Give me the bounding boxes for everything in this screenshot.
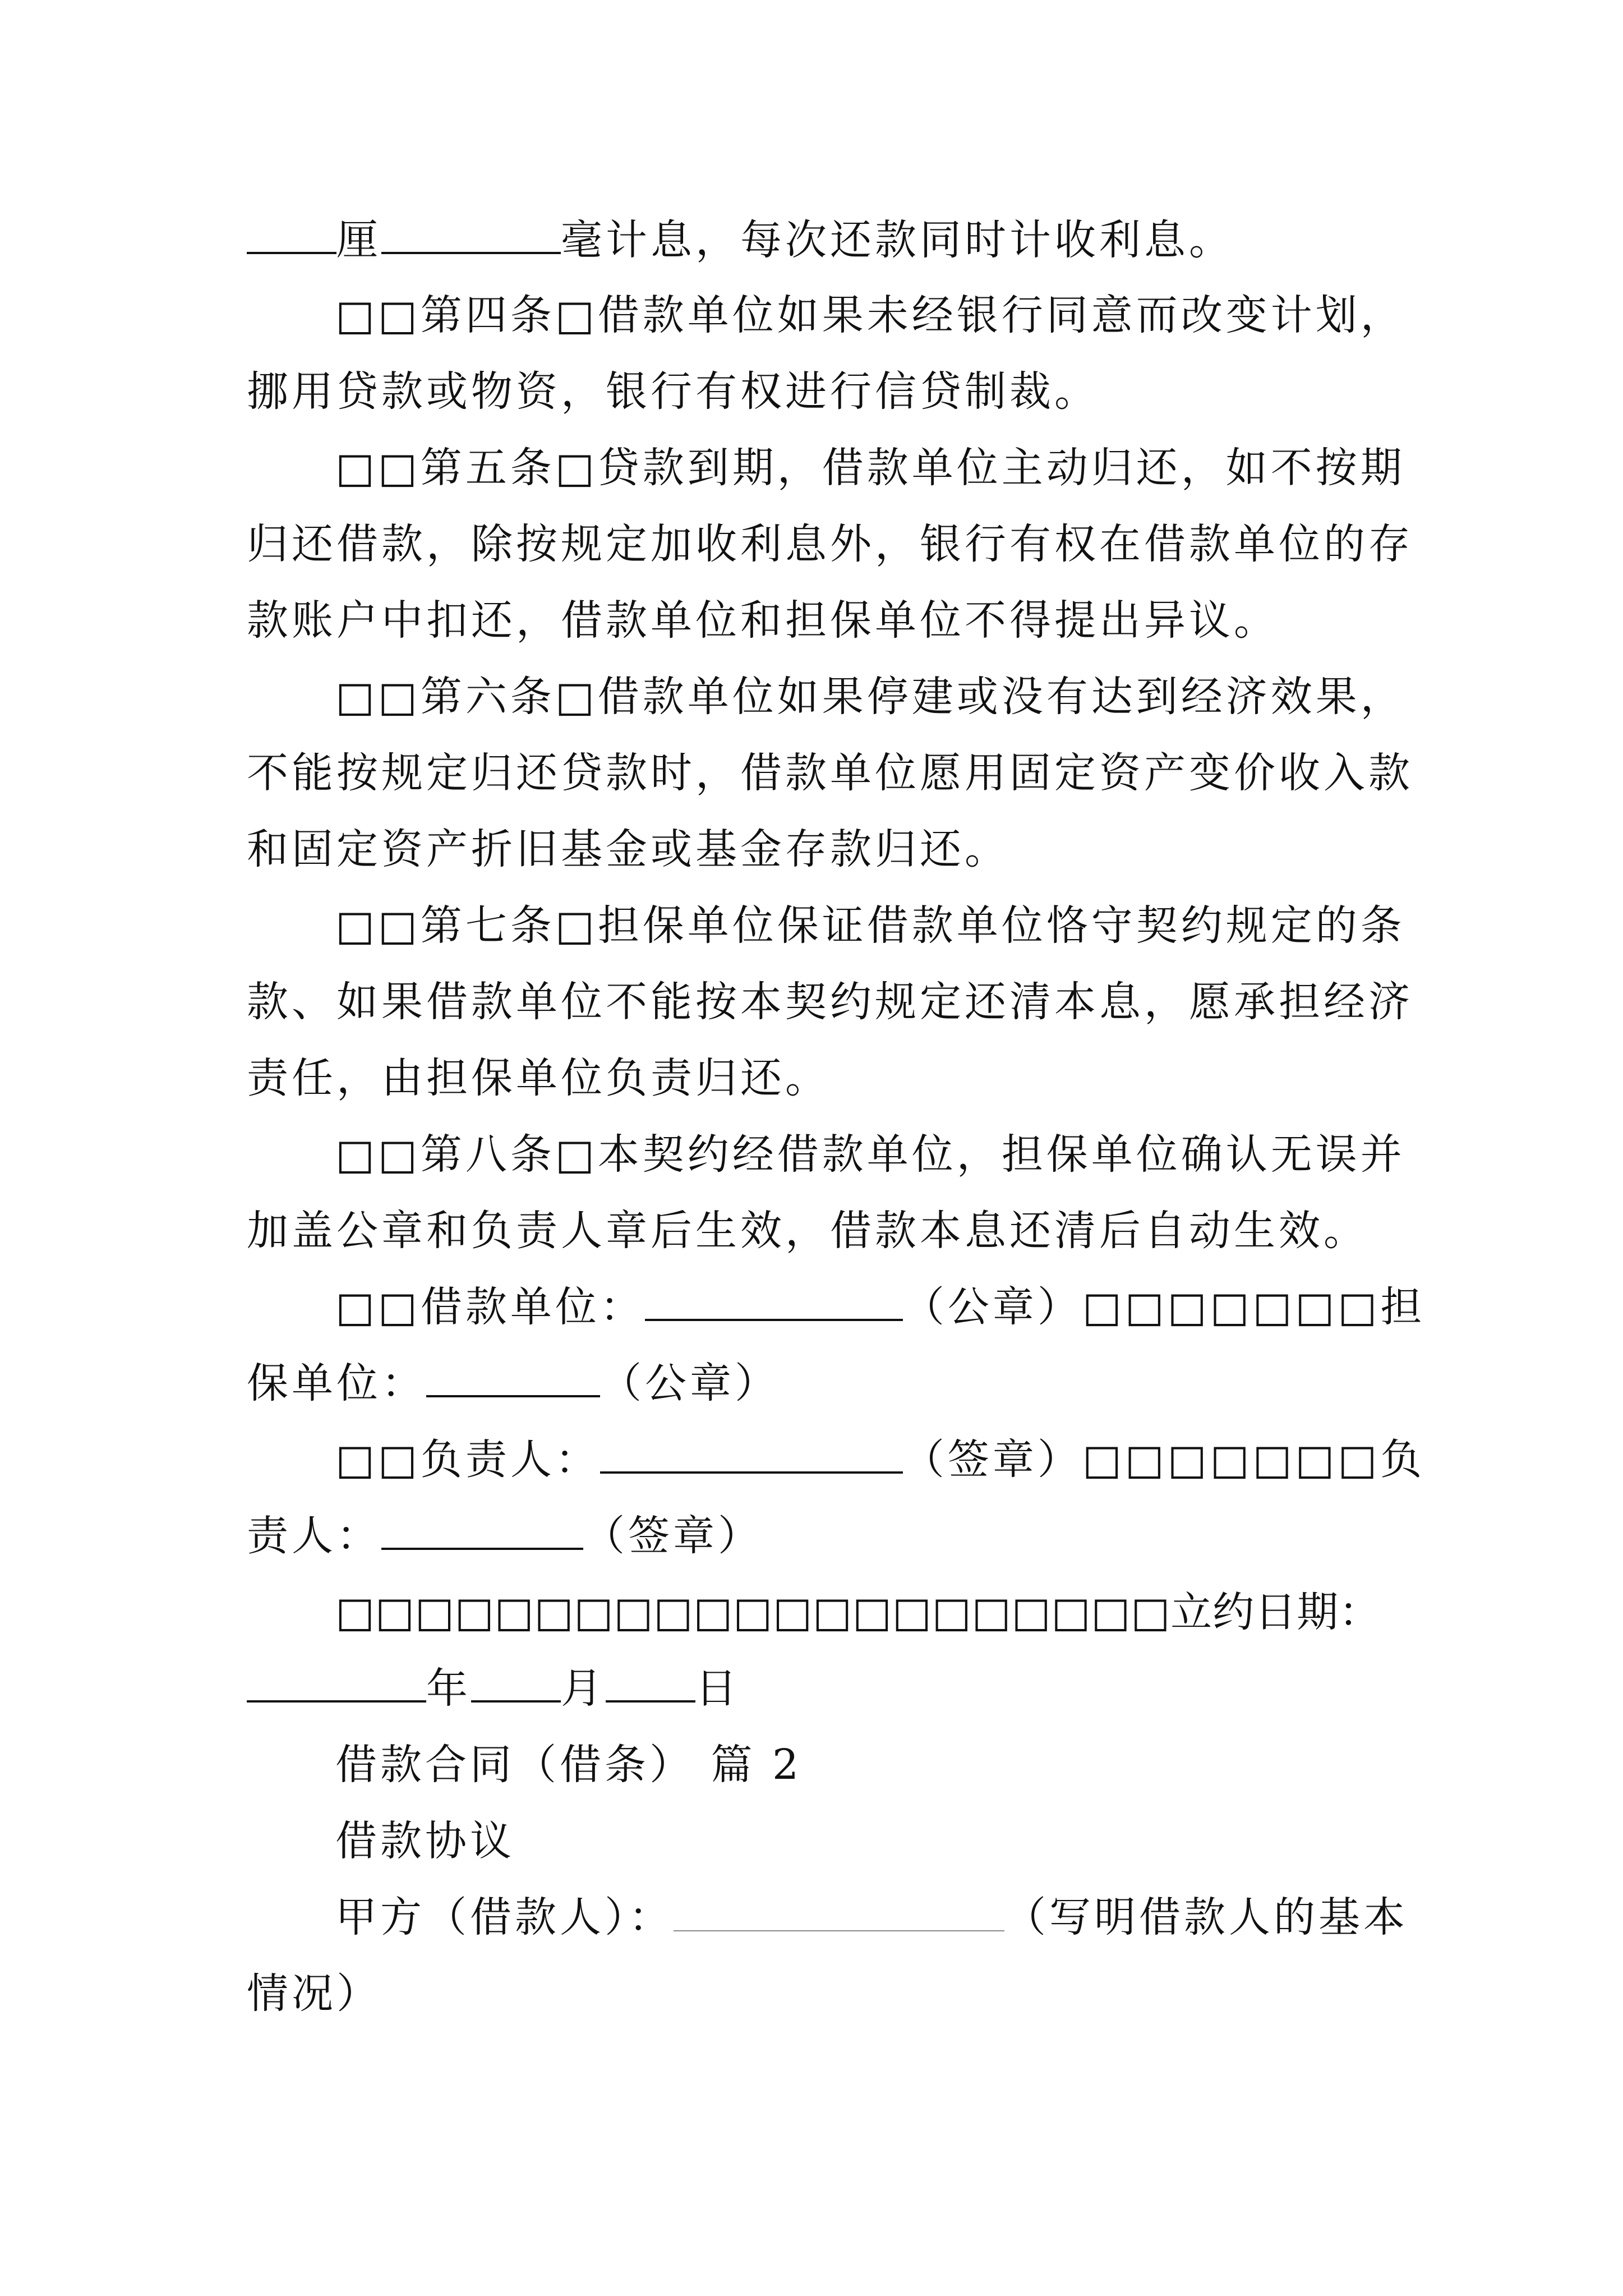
label-borrowing-unit: □□借款单位：: [335, 1283, 645, 1331]
blank-field: [600, 1432, 903, 1474]
paragraph-line: 加盖公章和负责人章后生效，借款本息还清后自动生效。: [247, 1207, 1368, 1255]
signature-line: [335, 1432, 1425, 1488]
paragraph-line: □□第八条□本契约经借款单位，担保单位确认无误并: [335, 1130, 1405, 1179]
paragraph-line: □□第七条□担保单位保证借款单位恪守契约规定的条: [335, 901, 1405, 950]
signature-line: [335, 1279, 1425, 1335]
label-guarantor-unit: 保单位：: [247, 1359, 426, 1407]
party-line: [335, 1889, 1408, 1945]
text-segment: 厘: [336, 216, 381, 264]
paragraph-line: 和固定资产折旧基金或基金存款归还。: [247, 825, 1009, 873]
date-line: [247, 1660, 740, 1717]
paragraph-line: 不能按规定归还贷款时，借款单位愿用固定资产变价收入款: [247, 749, 1413, 797]
signature-line: [247, 1508, 763, 1564]
label-responsible-person: 责人：: [247, 1512, 381, 1560]
paragraph-line: □□第六条□借款单位如果停建或没有达到经济效果，: [335, 673, 1405, 721]
date-label-line: □□□□□□□□□□□□□□□□□□□□□立约日期：: [335, 1588, 1381, 1636]
section-heading: 借款合同（借条） 篇 2: [335, 1741, 803, 1789]
paragraph-line: 情况）: [247, 1970, 381, 2018]
blank-field: [426, 1356, 600, 1397]
blank-field: [381, 1508, 583, 1550]
blank-field: [247, 1661, 426, 1703]
blank-field: [381, 213, 561, 254]
blank-field: [247, 213, 336, 254]
paragraph-line: 款、如果借款单位不能按本契约规定还清本息，愿承担经济: [247, 978, 1413, 1026]
label-day: 日: [695, 1664, 740, 1713]
text-segment: （公章）: [600, 1359, 780, 1407]
paragraph-line: □□第四条□借款单位如果未经银行同意而改变计划，: [335, 291, 1405, 339]
blank-field: [645, 1280, 903, 1321]
blank-field: [606, 1661, 695, 1703]
text-segment: （写明借款人的基本: [1004, 1893, 1408, 1941]
signature-line: [247, 1355, 780, 1411]
text-segment: （签章）□□□□□□□负: [902, 1435, 1426, 1484]
label-year: 年: [426, 1664, 471, 1713]
document-title: 借款协议: [335, 1817, 515, 1865]
label-responsible-person: □□负责人：: [335, 1435, 600, 1484]
paragraph-line: 挪用贷款或物资，银行有权进行信贷制裁。: [247, 367, 1099, 416]
text-segment: （签章）: [583, 1512, 763, 1560]
paragraph-line: 归还借款，除按规定加收利息外，银行有权在借款单位的存: [247, 520, 1413, 568]
paragraph-line: 责任，由担保单位负责归还。: [247, 1054, 830, 1102]
text-line: [247, 212, 1234, 268]
text-segment: 毫计息，每次还款同时计收利息。: [561, 216, 1234, 264]
paragraph-line: 款账户中扣还，借款单位和担保单位不得提出异议。: [247, 596, 1279, 645]
label-party-a: 甲方（借款人）：: [335, 1893, 674, 1941]
text-segment: （公章）□□□□□□□担: [902, 1283, 1426, 1331]
label-month: 月: [561, 1664, 606, 1713]
blank-field: [674, 1891, 1004, 1931]
blank-field: [471, 1661, 561, 1703]
paragraph-line: □□第五条□贷款到期，借款单位主动归还，如不按期: [335, 444, 1405, 492]
